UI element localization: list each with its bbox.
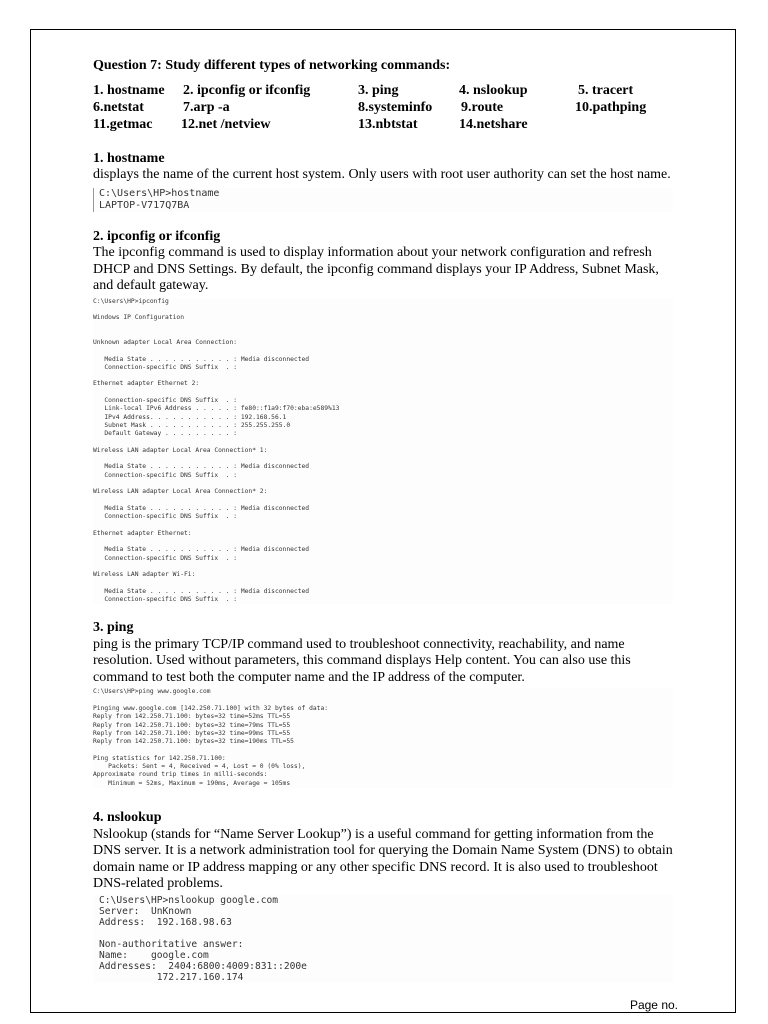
section-heading: 1. hostname [93, 150, 165, 166]
command-item: 3. ping [358, 82, 399, 98]
command-list [93, 83, 673, 135]
command-item: 8.systeminfo [358, 99, 433, 115]
command-item: 6.netstat [93, 99, 144, 115]
page-number-label: Page no. [629, 998, 678, 1012]
terminal-output: C:\Users\HP>hostname LAPTOP-V717Q7BA [93, 188, 673, 212]
question-title: Question 7: Study different types of networking commands: [93, 58, 451, 73]
command-item: 4. nslookup [459, 82, 528, 98]
section-hostname [93, 151, 673, 212]
command-item: 1. hostname [93, 82, 165, 98]
section-heading: 2. ipconfig or ifconfig [93, 228, 221, 244]
command-item: 9.route [461, 99, 504, 115]
command-item: 14.netshare [459, 116, 528, 132]
command-item: 5. tracert [578, 82, 634, 98]
section-body: The ipconfig command is used to display information about your network configuration and refresh DHCP and DNS Settings. By default, the ipconfig command displays your IP Address, Subnet Mask, and default gateway. [93, 245, 659, 293]
section-body: ping is the primary TCP/IP command used to troubleshoot connectivity, reachability, and name resolution. Used without parameters, this command displays Help content. You can also use this command to test both the computer name and the IP address of the computer. [93, 636, 631, 685]
section-body: Nslookup (stands for “Name Server Lookup”) is a useful command for getting information from the DNS server. It is a network administration tool for querying the Domain Name System (DNS) to obtain domain name or IP address mapping or any other specific DNS record. It is also used to troubleshoot DNS-related problems. [93, 826, 673, 892]
terminal-output: C:\Users\HP>ipconfig Windows IP Configuration Unknown adapter Local Area Connection: Media State . . . . . . . . . . . : Media disconnected Connection-specific DNS Suffix . : Ethernet adapter Ethernet 2: Connection-specific DNS Suffix . : Link-local IPv6 Address . . . . . : fe80::f1a9:f70:eba:e589%13 IPv4 Address. . . . . . . . . . . : 192.168.56.1 Subnet Mask . . . . . . . . . . . : 255.255.255.0 Default Gateway . . . . . . . . . : Wireless LAN adapter Local Area Connection* 1: Media State . . . . . . . . . . . : Media disconnected Connection-specific DNS Suffix . : Wireless LAN adapter Local Area Connection* 2: Media State . . . . . . . . . . . : Media disconnected Connection-specific DNS Suffix . : Ethernet adapter Ethernet: Media State . . . . . . . . . . . : Media disconnected Connection-specific DNS Suffix . : Wireless LAN adapter Wi-Fi: Media State . . . . . . . . . . . : Media disconnected Connection-specific DNS Suffix . : [93, 298, 673, 605]
command-item: 13.nbtstat [358, 116, 418, 132]
terminal-output: C:\Users\HP>nslookup google.com Server: UnKnown Address: 192.168.98.63 Non-authoritative answer: Name: google.com Addresses: 2404:6800:4009:831::200e 172.217.160.174 [93, 895, 673, 983]
terminal-output: C:\Users\HP>ping www.google.com Pinging www.google.com [142.250.71.100] with 32 bytes of data: Reply from 142.250.71.100: bytes=32 time=52ms TTL=55 Reply from 142.250.71.100: bytes=32 time=79ms TTL=55 Reply from 142.250.71.100: bytes=32 time=99ms TTL=55 Reply from 142.250.71.100: bytes=32 time=190ms TTL=55 Ping statistics for 142.250.71.100: Packets: Sent = 4, Received = 4, Lost = 0 (0% loss), Approximate round trip times in milli-seconds: Minimum = 52ms, Maximum = 190ms, Average = 105ms [93, 688, 673, 788]
command-item: 2. ipconfig or ifconfig [183, 82, 311, 98]
section-heading: 3. ping [93, 620, 134, 636]
command-item: 7.arp -a [183, 99, 230, 115]
command-item: 11.getmac [93, 116, 153, 132]
section-ipconfig [93, 229, 673, 605]
command-item: 10.pathping [575, 99, 647, 115]
command-item: 12.net /netview [181, 116, 271, 132]
section-ping [93, 620, 673, 788]
section-body: displays the name of the current host system. Only users with root user authority can set the host name. [93, 167, 671, 182]
section-nslookup [93, 810, 673, 983]
section-heading: 4. nslookup [93, 810, 162, 826]
document-body [93, 58, 673, 983]
